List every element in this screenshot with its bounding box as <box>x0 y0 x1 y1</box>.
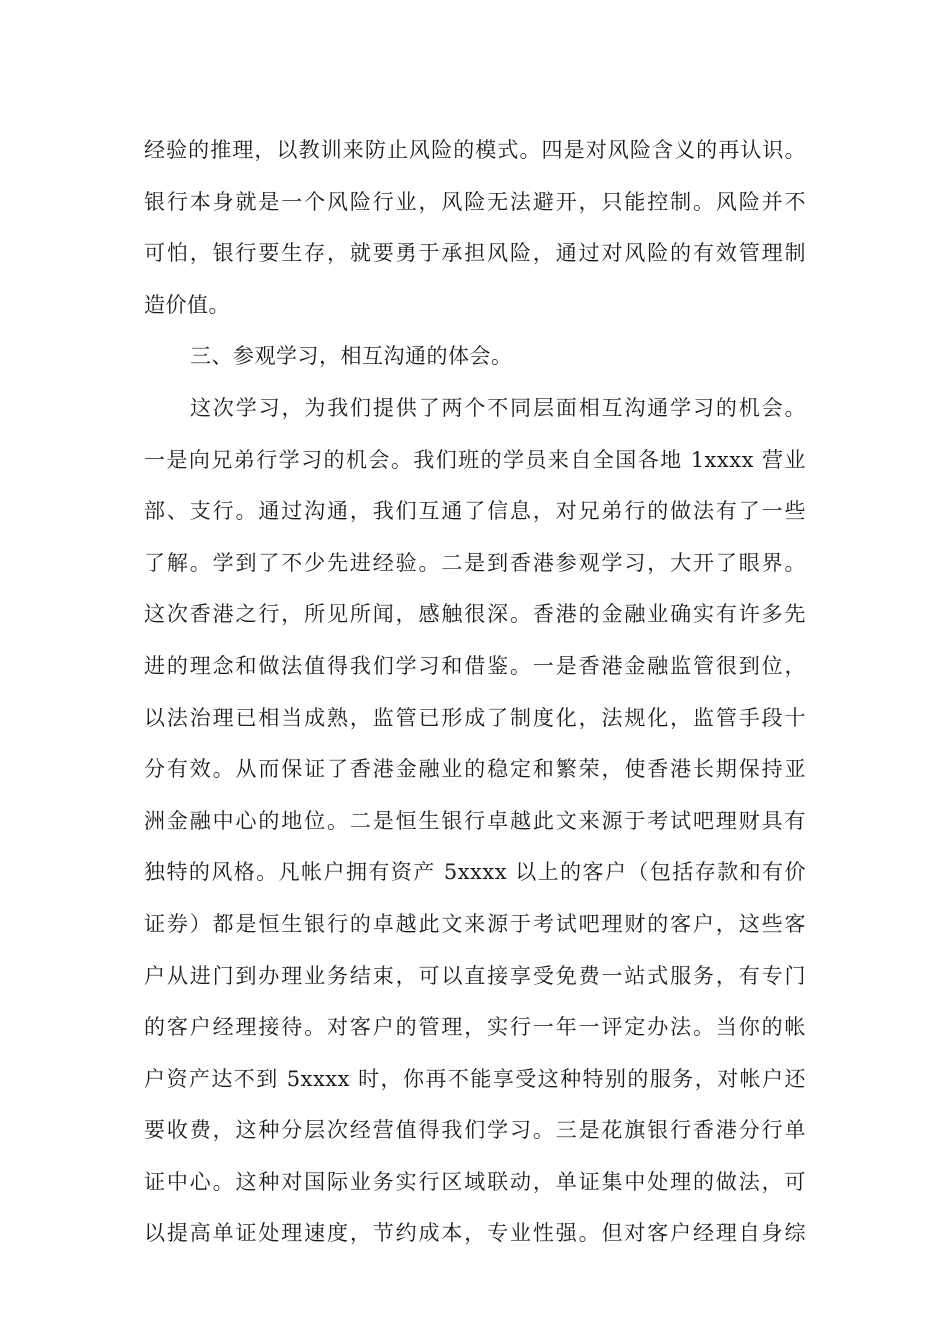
text-line: 以提高单证处理速度，节约成本，专业性强。但对客户经理自身综 <box>144 1221 806 1246</box>
text-line: 独特的风格。凡帐户拥有资产 5xxxx 以上的客户（包括存款和有价 <box>144 860 806 885</box>
text-line: 进的理念和做法值得我们学习和借鉴。一是香港金融监管很到位， <box>144 653 806 678</box>
section-heading: 三、参观学习，相互沟通的体会。 <box>190 344 513 369</box>
text-line: 分有效。从而保证了香港金融业的稳定和繁荣，使香港长期保持亚 <box>144 757 806 782</box>
text-line: 证中心。这种对国际业务实行区域联动，单证集中处理的做法，可 <box>144 1169 806 1194</box>
text-line: 户资产达不到 5xxxx 时，你再不能享受这种特别的服务，对帐户还 <box>144 1066 806 1091</box>
text-line: 经验的推理，以教训来防止风险的模式。四是对风险含义的再认识。 <box>144 138 806 162</box>
text-line: 部、支行。通过沟通，我们互通了信息，对兄弟行的做法有了一些 <box>144 499 806 524</box>
text-line: 以法治理已相当成熟，监管已形成了制度化，法规化，监管手段十 <box>144 705 806 730</box>
text-line: 要收费，这种分层次经营值得我们学习。三是花旗银行香港分行单 <box>144 1118 806 1143</box>
text-line: 一是向兄弟行学习的机会。我们班的学员来自全国各地 1xxxx 营业 <box>144 447 806 472</box>
text-line: 这次学习，为我们提供了两个不同层面相互沟通学习的机会。 <box>190 395 806 420</box>
text-line: 了解。学到了不少先进经验。二是到香港参观学习，大开了眼界。 <box>144 550 806 575</box>
body-text <box>144 125 806 1260</box>
text-line: 可怕，银行要生存，就要勇于承担风险，通过对风险的有效管理制 <box>144 241 806 266</box>
text-line: 造价值。 <box>144 292 230 317</box>
text-line: 银行本身就是一个风险行业，风险无法避开，只能控制。风险并不 <box>144 189 806 214</box>
text-line: 的客户经理接待。对客户的管理，实行一年一评定办法。当你的帐 <box>144 1015 806 1040</box>
text-line: 这次香港之行，所见所闻，感触很深。香港的金融业确实有许多先 <box>144 602 806 627</box>
text-line: 户从进门到办理业务结束，可以直接享受免费一站式服务，有专门 <box>144 963 806 988</box>
text-line: 证券）都是恒生银行的卓越此文来源于考试吧理财的客户，这些客 <box>144 911 806 936</box>
text-line: 洲金融中心的地位。二是恒生银行卓越此文来源于考试吧理财具有 <box>144 808 806 833</box>
